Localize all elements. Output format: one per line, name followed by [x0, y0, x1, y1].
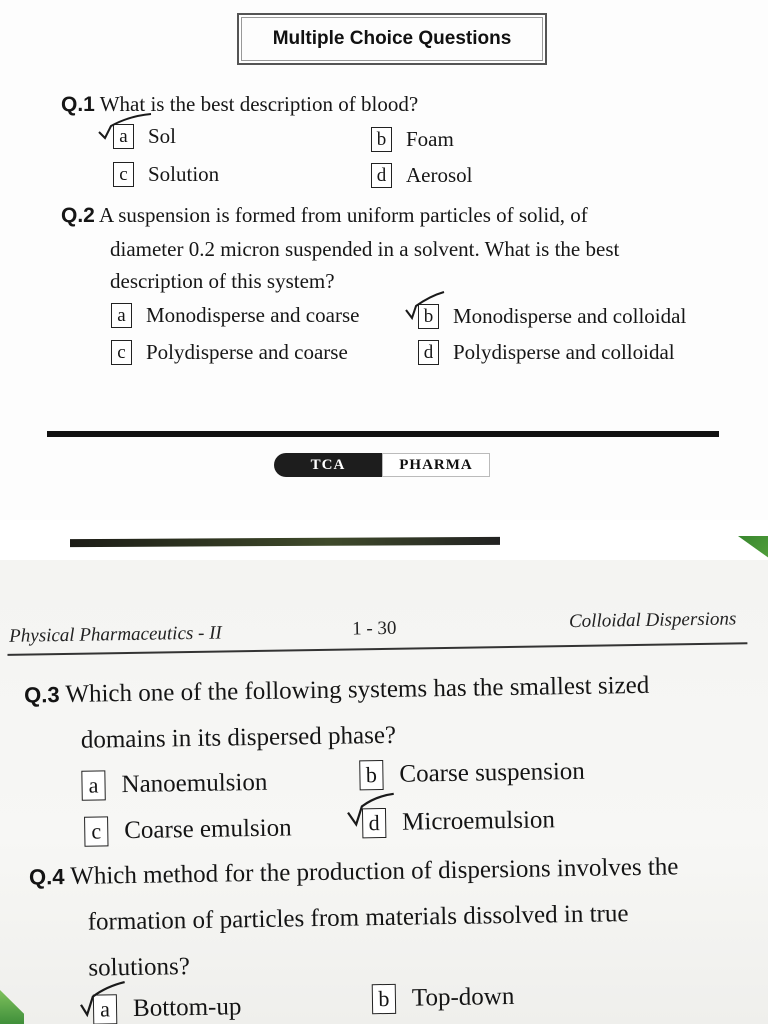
option-letter-box: b: [372, 984, 396, 1014]
question-number: Q.3: [23, 682, 60, 708]
option-1b[interactable]: [371, 127, 454, 152]
footer-brand-left: TCA: [274, 453, 382, 477]
option-2a[interactable]: [111, 303, 359, 328]
question-text: Which method for the production of dispersions involves the: [70, 853, 679, 890]
question-2-line-2: diameter 0.2 micron suspended in a solvent. What is the best: [110, 237, 620, 261]
handwritten-tick-icon: [348, 798, 408, 831]
option-text: Microemulsion: [401, 806, 556, 836]
question-4-line-3: solutions?: [88, 953, 191, 982]
option-3d[interactable]: [362, 805, 555, 838]
option-letter-box: a: [93, 994, 117, 1024]
question-number: Q.1: [61, 93, 95, 116]
option-text: Polydisperse and coarse: [146, 340, 348, 364]
page-number: 1 - 30: [351, 617, 397, 640]
option-letter-box: b: [371, 127, 392, 152]
question-3: [24, 672, 650, 710]
option-letter-box: c: [113, 162, 134, 187]
option-text: Solution: [148, 162, 220, 186]
option-1c[interactable]: [113, 162, 219, 187]
option-letter-box: d: [418, 340, 439, 365]
option-text: Nanoemulsion: [121, 768, 268, 799]
question-4-line-2: formation of particles from materials dissolved in true: [87, 900, 629, 936]
question-text: What is the best description of blood?: [99, 92, 419, 116]
option-1d[interactable]: [371, 163, 473, 188]
option-letter-box: a: [113, 124, 134, 149]
question-4: [29, 853, 679, 891]
question-number: Q.4: [28, 864, 65, 890]
option-letter-box: c: [84, 816, 108, 846]
option-text: Aerosol: [406, 163, 473, 187]
option-text: Monodisperse and coarse: [146, 303, 360, 327]
option-letter-box: b: [418, 304, 439, 329]
option-text: Top-down: [411, 982, 515, 1012]
handwritten-tick-icon: [404, 296, 464, 328]
footer-brand-right: PHARMA: [382, 453, 490, 477]
option-text: Foam: [406, 127, 454, 151]
option-letter-box: c: [111, 340, 132, 365]
option-4b[interactable]: [372, 982, 515, 1014]
option-3c[interactable]: [84, 813, 292, 846]
option-2d[interactable]: [418, 340, 675, 365]
question-1: [61, 92, 418, 117]
option-3b[interactable]: [359, 757, 585, 791]
handwritten-tick-icon: [81, 986, 141, 1019]
option-letter-box: d: [362, 808, 386, 838]
bottom-page: [0, 560, 768, 1024]
question-3-line-2: domains in its dispersed phase?: [80, 721, 397, 754]
question-number: Q.2: [61, 204, 95, 227]
option-letter-box: b: [359, 760, 383, 790]
option-letter-box: d: [371, 163, 392, 188]
question-2: [61, 203, 588, 228]
question-2-line-3: description of this system?: [110, 269, 335, 293]
question-text: A suspension is formed from uniform particles of solid, of: [98, 203, 588, 227]
option-text: Monodisperse and colloidal: [453, 304, 687, 328]
option-letter-box: a: [81, 770, 105, 800]
option-4a[interactable]: [93, 992, 242, 1024]
question-text: Which one of the following systems has the smallest sized: [65, 671, 650, 708]
option-text: Coarse emulsion: [124, 814, 292, 845]
option-2b[interactable]: [418, 304, 686, 329]
option-text: Coarse suspension: [399, 757, 586, 788]
section-heading: Multiple Choice Questions: [237, 13, 547, 65]
handwritten-tick-icon: [99, 116, 159, 148]
option-3a[interactable]: [81, 768, 267, 801]
option-2c[interactable]: [111, 340, 348, 365]
running-header-right: Colloidal Dispersions: [568, 608, 737, 633]
page-divider: [47, 431, 719, 437]
option-text: Polydisperse and colloidal: [453, 340, 675, 364]
option-1a[interactable]: [113, 124, 176, 149]
option-text: Bottom-up: [132, 993, 242, 1022]
running-header-left: Physical Pharmaceutics - II: [9, 622, 222, 647]
option-text: Sol: [148, 124, 177, 148]
option-letter-box: a: [111, 303, 132, 328]
